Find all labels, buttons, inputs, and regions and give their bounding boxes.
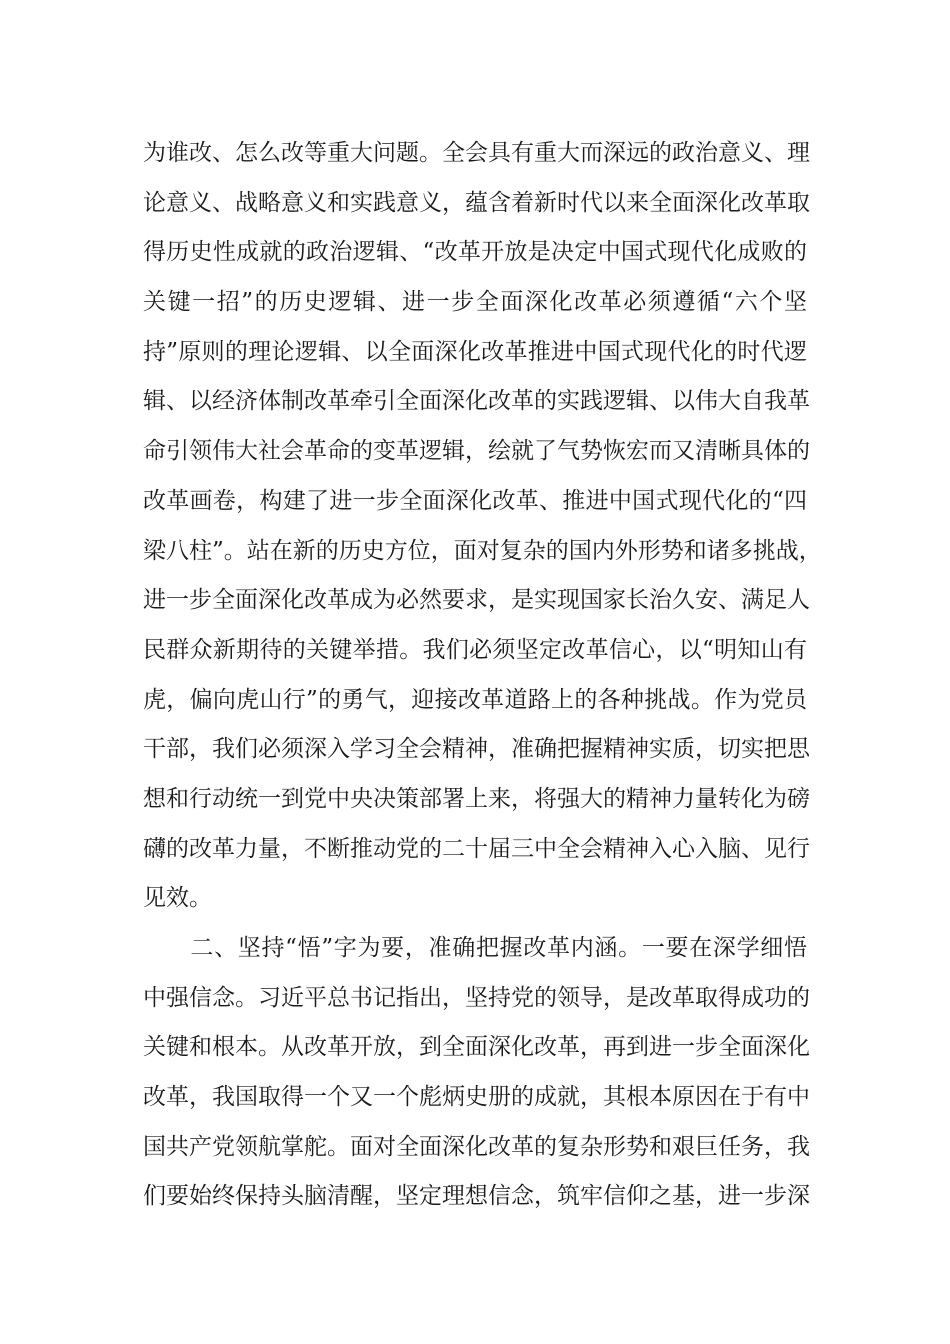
text-line: 论意义、战略意义和实践意义，蕴含着新时代以来全面深化改革取 <box>143 189 810 216</box>
text-line: 礴的改革力量，不断推动党的二十届三中全会精神入心入脑、见行 <box>143 835 810 862</box>
text-line: 为谁改、怎么改等重大问题。全会具有重大而深远的政治意义、理 <box>143 140 810 166</box>
paragraph-end-line: 见效。 <box>143 885 212 912</box>
text-line: 改革，我国取得一个又一个彪炳史册的成就，其根本原因在于有中 <box>143 1084 810 1111</box>
text-line: 关键和根本。从改革开放，到全面深化改革，再到进一步全面深化 <box>143 1034 810 1061</box>
text-line: 进一步全面深化改革成为必然要求，是实现国家长治久安、满足人 <box>143 587 810 614</box>
section-heading-line: 二、坚持“悟”字为要，准确把握改革内涵。一要在深学细悟 <box>143 935 807 961</box>
text-line: 民群众新期待的关键举措。我们必须坚定改革信心，以“明知山有 <box>143 636 807 663</box>
text-line: 干部，我们必须深入学习全会精神，准确把握精神实质，切实把思 <box>143 736 810 763</box>
text-line: 辑、以经济体制改革牵引全面深化改革的实践逻辑、以伟大自我革 <box>143 388 810 415</box>
text-line: 持”原则的理论逻辑、以全面深化改革推进中国式现代化的时代逻 <box>143 338 807 365</box>
text-line: 国共产党领航掌舵。面对全面深化改革的复杂形势和艰巨任务，我 <box>143 1133 810 1160</box>
text-line: 们要始终保持头脑清醒，坚定理想信念，筑牢信仰之基，进一步深 <box>143 1183 810 1210</box>
text-line: 改革画卷，构建了进一步全面深化改革、推进中国式现代化的“四 <box>143 487 807 514</box>
text-line: 得历史性成就的政治逻辑、“改革开放是决定中国式现代化成败的 <box>143 239 807 266</box>
text-line: 中强信念。习近平总书记指出，坚持党的领导，是改革取得成功的 <box>143 984 810 1011</box>
text-line: 虎，偏向虎山行”的勇气，迎接改革道路上的各种挑战。作为党员 <box>143 686 807 713</box>
text-line: 关键一招”的历史逻辑、进一步全面深化改革必须遵循“六个坚 <box>143 289 807 316</box>
text-line: 想和行动统一到党中央决策部署上来，将强大的精神力量转化为磅 <box>143 785 810 812</box>
text-line: 梁八柱”。站在新的历史方位，面对复杂的国内外形势和诸多挑战， <box>143 537 822 564</box>
body-text <box>143 135 822 1228</box>
text-line: 命引领伟大社会革命的变革逻辑，绘就了气势恢宏而又清晰具体的 <box>143 438 810 465</box>
